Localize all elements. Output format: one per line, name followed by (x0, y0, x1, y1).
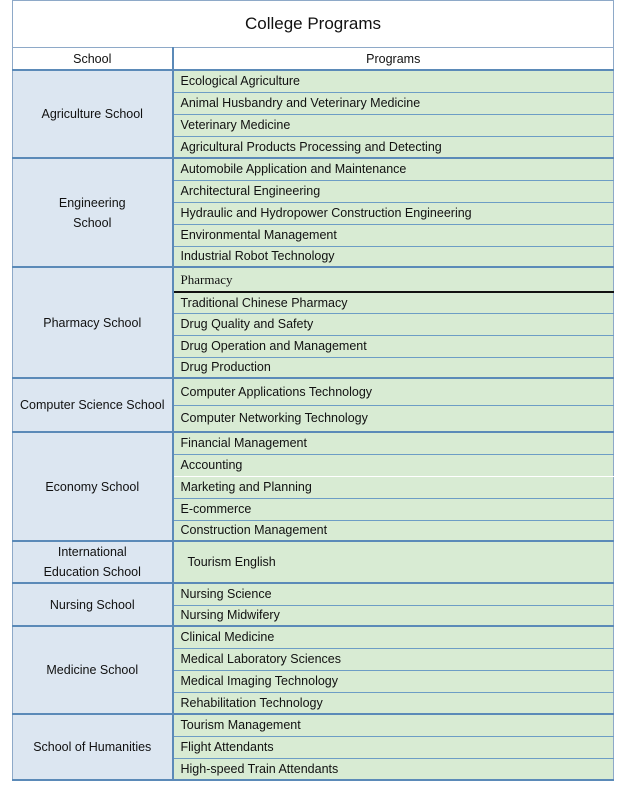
program-cell: Veterinary Medicine (173, 114, 614, 136)
table-row (13, 714, 614, 736)
table-row (13, 70, 614, 92)
school-name-cell: Pharmacy School (13, 267, 173, 378)
program-cell: Drug Operation and Management (173, 335, 614, 357)
program-cell: Automobile Application and Maintenance (173, 158, 614, 180)
program-cell: Drug Quality and Safety (173, 313, 614, 335)
program-cell: E-commerce (173, 498, 614, 520)
table-row (13, 626, 614, 648)
program-cell: Tourism English (173, 541, 614, 583)
program-cell: Medical Laboratory Sciences (173, 648, 614, 670)
school-name-cell: Nursing School (13, 583, 173, 626)
school-name-cell: Economy School (13, 432, 173, 541)
school-name-cell: Agriculture School (13, 70, 173, 158)
program-cell: Nursing Science (173, 583, 614, 605)
program-cell: Computer Applications Technology (173, 378, 614, 405)
table-title: College Programs (13, 1, 614, 48)
school-name-cell: Computer Science School (13, 378, 173, 432)
program-cell: Medical Imaging Technology (173, 670, 614, 692)
college-programs-table (12, 0, 614, 781)
table-row (13, 541, 614, 583)
program-cell: Drug Production (173, 357, 614, 378)
program-cell: Industrial Robot Technology (173, 246, 614, 267)
program-cell: Pharmacy (173, 267, 614, 292)
table-row (13, 158, 614, 180)
school-name-cell: School of Humanities (13, 714, 173, 780)
table-row (13, 378, 614, 405)
table-row (13, 267, 614, 292)
program-cell: Construction Management (173, 520, 614, 541)
program-cell: Traditional Chinese Pharmacy (173, 292, 614, 313)
program-cell: Ecological Agriculture (173, 70, 614, 92)
program-cell: Environmental Management (173, 224, 614, 246)
program-cell: Computer Networking Technology (173, 405, 614, 432)
program-cell: Clinical Medicine (173, 626, 614, 648)
program-cell: Architectural Engineering (173, 180, 614, 202)
program-cell: Animal Husbandry and Veterinary Medicine (173, 92, 614, 114)
program-cell: Tourism Management (173, 714, 614, 736)
program-cell: Financial Management (173, 432, 614, 454)
school-name-cell: International Education School (13, 541, 173, 583)
column-header-programs: Programs (173, 48, 614, 71)
program-cell: Marketing and Planning (173, 476, 614, 498)
program-cell: High-speed Train Attendants (173, 758, 614, 780)
program-cell: Hydraulic and Hydropower Construction Engineering (173, 202, 614, 224)
school-name-cell: Medicine School (13, 626, 173, 714)
school-name-cell: Engineering School (13, 158, 173, 267)
program-cell: Nursing Midwifery (173, 605, 614, 626)
table-row (13, 432, 614, 454)
programs-table-container (12, 0, 613, 781)
program-cell: Flight Attendants (173, 736, 614, 758)
program-cell: Rehabilitation Technology (173, 692, 614, 714)
program-cell: Accounting (173, 454, 614, 476)
program-cell: Agricultural Products Processing and Detecting (173, 136, 614, 158)
column-header-school: School (13, 48, 173, 71)
table-row (13, 583, 614, 605)
